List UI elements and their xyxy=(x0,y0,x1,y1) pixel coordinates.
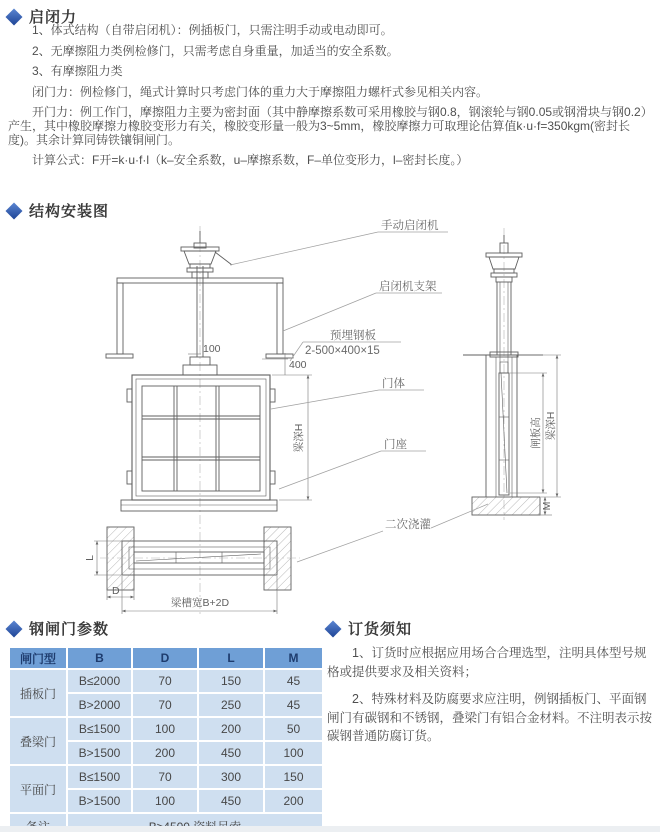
cell: B≤1500 xyxy=(68,718,131,740)
cell: 50 xyxy=(265,718,322,740)
paragraph: 1、订货时应根据应用场合合理选型，注明具体型号规格或提供要求及相关资料； xyxy=(327,646,647,679)
label-gate-seat: 门座 xyxy=(384,439,407,451)
col-header-type: 闸门型 xyxy=(10,648,66,668)
cell: B>1500 xyxy=(68,790,131,812)
cell: 100 xyxy=(133,718,197,740)
dim-beam-depth-side: 梁深H xyxy=(545,411,557,441)
cell: B≤2000 xyxy=(68,670,131,692)
cell: 150 xyxy=(265,766,322,788)
col-header-l: L xyxy=(199,648,263,668)
cell: 200 xyxy=(133,742,197,764)
label-secondary-grouting: 二次浇灌 xyxy=(385,519,431,531)
label-hoist-bracket: 启闭机支架 xyxy=(379,281,437,293)
section-ordering-header xyxy=(327,618,412,639)
cell: 45 xyxy=(265,670,322,692)
dim-D: D xyxy=(112,585,120,597)
dim-100: 100 xyxy=(203,343,221,355)
cell: 70 xyxy=(133,694,197,716)
col-header-m: M xyxy=(265,648,322,668)
section-params-header xyxy=(8,618,109,639)
paragraph: 1、体式结构（自带启闭机）：例插板门，只需注明手动或电动即可。 xyxy=(32,23,393,37)
cell: 250 xyxy=(199,694,263,716)
dim-L: L xyxy=(84,555,96,561)
cell: 100 xyxy=(133,790,197,812)
section-title: 订货须知 xyxy=(348,621,413,638)
cell: 200 xyxy=(265,790,322,812)
label-embedded-plate: 预埋钢板 xyxy=(330,330,376,342)
gate-seat-sill xyxy=(121,500,277,511)
gate-type-cell: 平面门 xyxy=(10,766,66,812)
cell: B≤1500 xyxy=(68,766,131,788)
cell: 450 xyxy=(199,790,263,812)
manual-hoist xyxy=(181,231,232,278)
page-bottom-edge xyxy=(0,826,660,832)
diamond-icon xyxy=(325,620,342,637)
table-header-row xyxy=(10,648,322,668)
section-title: 启闭力 xyxy=(29,9,78,26)
paragraph: 闭门力：例检修门，绳式计算时只考虑门体的重力大于摩擦阻力螺杆式参见相关内容。 xyxy=(32,84,489,99)
cell: 150 xyxy=(199,670,263,692)
gate-type-cell: 插板门 xyxy=(10,670,66,716)
dim-beam-depth-front: 梁深H xyxy=(293,423,305,453)
cell: 300 xyxy=(199,766,263,788)
paragraph: 2、无摩擦阻力类例检修门，只需考虑自身重量，加适当的安全系数。 xyxy=(32,43,399,58)
leader-lines xyxy=(230,232,488,562)
col-header-b: B xyxy=(68,648,131,668)
hoist-support-frame xyxy=(106,278,293,358)
table-row xyxy=(10,766,322,788)
side-view xyxy=(463,228,543,520)
cell: 70 xyxy=(133,766,197,788)
gate-type-cell: 叠梁门 xyxy=(10,718,66,764)
dim-400: 400 xyxy=(289,359,307,371)
label-gate-body: 门体 xyxy=(382,378,405,390)
dim-M: M xyxy=(541,501,553,511)
ordering-paragraphs xyxy=(327,644,657,755)
cell: B>1500 xyxy=(68,742,131,764)
cell: 450 xyxy=(199,742,263,764)
dim-gate-plate-height: 闸板高 xyxy=(530,417,542,449)
cell: 100 xyxy=(265,742,322,764)
gate-body-front xyxy=(127,375,275,500)
cell: 45 xyxy=(265,694,322,716)
paragraph: 计算公式：F开=k·u·f·l（k–安全系数，u–摩擦系数，F–单位变形力，l–密封长度。） xyxy=(32,153,469,168)
cell: B>2000 xyxy=(68,694,131,716)
table-row xyxy=(10,670,322,692)
dim-groove-width: 梁槽宽B+2D xyxy=(170,597,230,609)
cell: 70 xyxy=(133,670,197,692)
paragraph: 3、有摩擦阻力类 xyxy=(32,64,123,79)
label-embedded-plate-size: 2-500×400×15 xyxy=(305,345,380,357)
section-title: 钢闸门参数 xyxy=(29,621,110,638)
secondary-grouting-footing xyxy=(472,497,540,515)
col-header-d: D xyxy=(133,648,197,668)
cell: 200 xyxy=(199,718,263,740)
section-title: 结构安装图 xyxy=(29,203,110,220)
paragraph: 2、特殊材料及防腐要求应注明，例钢插板门、平面钢闸门有碳钢和不锈钢，叠梁门有铝合金材料。不注明表示按碳钢普通防腐订货。 xyxy=(327,692,653,743)
label-manual-hoist: 手动启闭机 xyxy=(381,220,439,232)
table-row xyxy=(10,718,322,740)
paragraph: 开门力：例工作门，摩擦阻力主要为密封面（其中静摩擦系数可采用橡胶与钢0.8，钢滚轮与钢0.05或钢滑块与钢0.2）产生，其中橡胶摩擦力橡胶变形力有关，橡胶变形量一般为3~5mm，橡胶摩擦力可取理论估算值k·u·f=350kgm(密封长度)。其余计算同铸铁镶铜闸门。 xyxy=(8,105,653,147)
diamond-icon xyxy=(6,620,23,637)
gate-parameters-table xyxy=(8,646,324,832)
